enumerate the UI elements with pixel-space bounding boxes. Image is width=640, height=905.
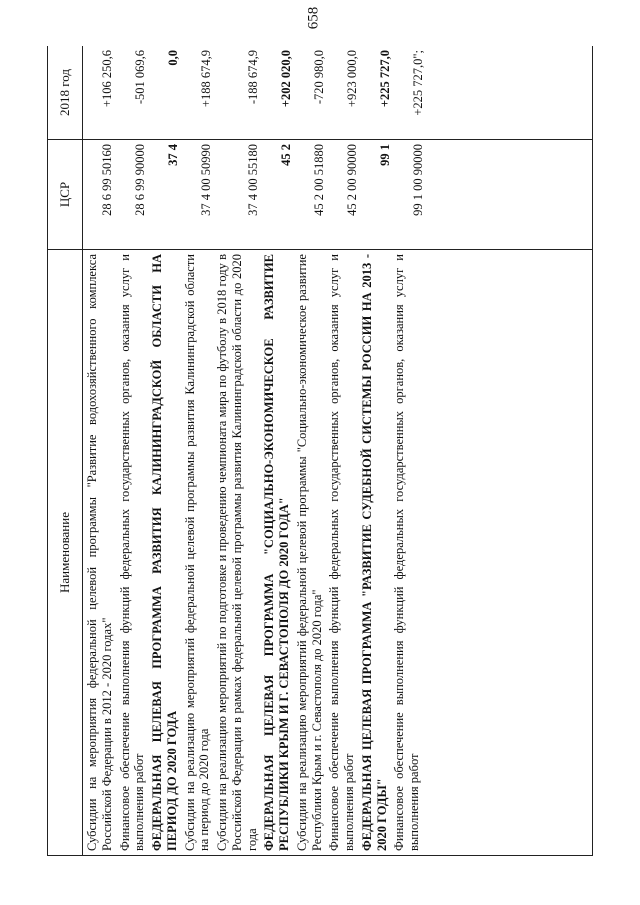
row-value: +923 000,0 bbox=[345, 50, 359, 108]
row-code: 99 1 bbox=[378, 144, 392, 166]
row-description: Субсидии на реализацию мероприятий федеральной целевой программы "Социально-экономическое развитие Республики Крым и г. Севастополя до 2020 года" bbox=[294, 254, 324, 851]
table-row-code bbox=[83, 140, 116, 249]
name-column bbox=[83, 250, 593, 856]
table-row-code bbox=[328, 140, 361, 249]
table-row-value bbox=[361, 46, 394, 139]
table-row-code bbox=[361, 140, 394, 249]
table-row-name bbox=[260, 250, 293, 855]
row-value: -501 069,6 bbox=[133, 50, 147, 105]
row-value: +188 674,9 bbox=[199, 50, 213, 108]
header-name: Наименование bbox=[48, 250, 83, 856]
table-header-row bbox=[48, 46, 83, 856]
table-row-code bbox=[116, 140, 149, 249]
table-row-name bbox=[325, 250, 358, 855]
landscape-content bbox=[47, 46, 593, 856]
row-code: 37 4 bbox=[166, 144, 180, 166]
table-row-value bbox=[394, 46, 427, 139]
table-row-value bbox=[215, 46, 262, 139]
row-code: 45 2 00 90000 bbox=[345, 144, 359, 216]
table-body bbox=[83, 46, 593, 856]
row-value: +225 727,0"; bbox=[411, 50, 425, 116]
table-row-value bbox=[83, 46, 116, 139]
value-column bbox=[83, 46, 593, 140]
table-row-name bbox=[116, 250, 149, 855]
row-code: 37 4 00 50990 bbox=[199, 144, 213, 216]
code-column bbox=[83, 140, 593, 250]
table-row-value bbox=[262, 46, 295, 139]
row-description: Финансовое обеспечение выполнения функций федеральных государственных органов, оказания услуг и выполнения работ bbox=[117, 254, 147, 851]
table-row-name bbox=[293, 250, 326, 855]
table-row-value bbox=[182, 46, 215, 139]
row-value: -188 674,9 bbox=[246, 50, 260, 105]
row-code: 28 6 99 50160 bbox=[100, 144, 114, 216]
row-code: 45 2 00 51880 bbox=[312, 144, 326, 216]
row-value: +202 020,0 bbox=[279, 50, 293, 108]
page-number: 658 bbox=[305, 6, 322, 30]
table-row-name bbox=[148, 250, 181, 855]
row-description: Финансовое обеспечение выполнения функций федеральных государственных органов, оказания услуг и выполнения работ bbox=[327, 254, 356, 851]
table-row-code bbox=[262, 140, 295, 249]
table-row-name bbox=[213, 250, 260, 855]
table-row-value bbox=[116, 46, 149, 139]
row-code: 28 6 99 90000 bbox=[133, 144, 147, 216]
table-row-name bbox=[83, 250, 116, 855]
table-row-name bbox=[181, 250, 214, 855]
budget-table bbox=[47, 46, 593, 856]
row-value: 0,0 bbox=[166, 50, 180, 66]
table-row-code bbox=[394, 140, 427, 249]
row-description: Субсидии на реализацию мероприятий федеральной целевой программы развития Калининградской области на период до 2020 года bbox=[182, 254, 212, 851]
row-code: 99 1 00 90000 bbox=[411, 144, 425, 216]
table-row-code bbox=[149, 140, 182, 249]
table-row-name bbox=[390, 250, 423, 855]
row-value: +225 727,0 bbox=[378, 50, 392, 108]
table-row-value bbox=[149, 46, 182, 139]
rotated-page bbox=[47, 46, 593, 856]
table-row-code bbox=[182, 140, 215, 249]
row-description: Субсидии на реализацию мероприятий по подготовке и проведению чемпионата мира по футболу в 2018 году в Российской Федерации в рамках федеральной целевой программы развития Калининградской области до 2020 года bbox=[215, 254, 259, 851]
row-value: -720 980,0 bbox=[312, 50, 326, 105]
header-year: 2018 год bbox=[48, 46, 83, 140]
row-description: Финансовое обеспечение выполнения функций федеральных государственных органов, оказания услуг и выполнения работ bbox=[392, 254, 421, 851]
program-title: ФЕДЕРАЛЬНАЯ ЦЕЛЕВАЯ ПРОГРАММА "РАЗВИТИЕ СУДЕБНОЙ СИСТЕМЫ РОССИИ НА 2013 - 2020 ГОДЫ" bbox=[359, 254, 389, 851]
table-row-value bbox=[328, 46, 361, 139]
row-code: 45 2 bbox=[279, 144, 293, 166]
header-code: ЦСР bbox=[48, 140, 83, 250]
row-description: Субсидии на мероприятия федеральной целевой программы "Развитие водохозяйственного комплекса Российской Федерации в 2012 - 2020 годах" bbox=[85, 254, 114, 851]
program-title: ФЕДЕРАЛЬНАЯ ЦЕЛЕВАЯ ПРОГРАММА РАЗВИТИЯ КАЛИНИНГРАДСКОЙ ОБЛАСТИ НА ПЕРИОД ДО 2020 ГОДА bbox=[150, 254, 179, 851]
row-value: +106 250,6 bbox=[100, 50, 114, 108]
row-code: 37 4 00 55180 bbox=[246, 144, 260, 216]
table-row-name bbox=[358, 250, 391, 855]
table-row-code bbox=[215, 140, 262, 249]
table-row-code bbox=[295, 140, 328, 249]
program-title: ФЕДЕРАЛЬНАЯ ЦЕЛЕВАЯ ПРОГРАММА "СОЦИАЛЬНО-ЭКОНОМИЧЕСКОЕ РАЗВИТИЕ РЕСПУБЛИКИ КРЫМ И Г. СЕВАСТОПОЛЯ ДО 2020 ГОДА" bbox=[262, 254, 291, 851]
table-row-value bbox=[295, 46, 328, 139]
